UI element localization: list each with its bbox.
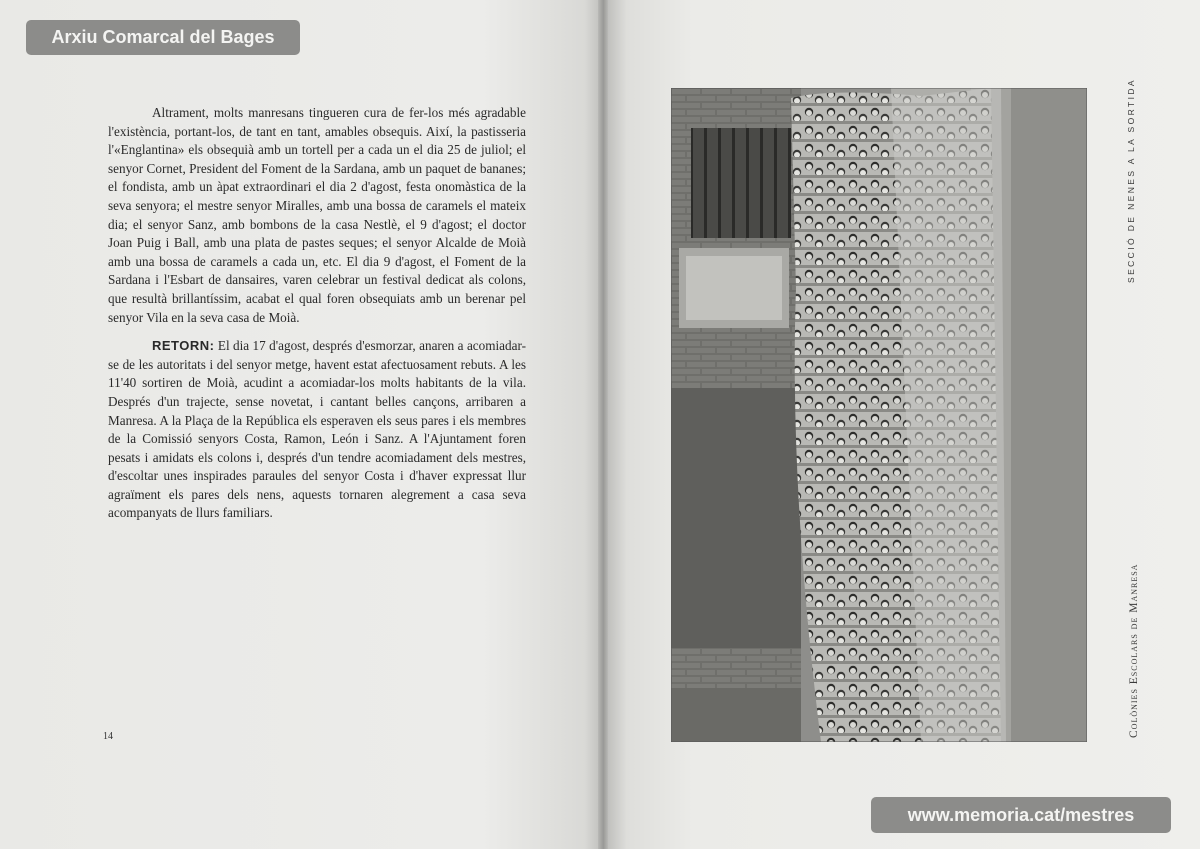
group-photo <box>671 88 1087 742</box>
page-number: 14 <box>103 731 113 742</box>
body-text <box>108 104 526 523</box>
photo-caption-section: SECCIÓ DE NENES A LA SORTIDA <box>1126 78 1136 283</box>
paragraph-return <box>108 337 526 523</box>
paragraph-gifts <box>108 104 526 327</box>
archive-badge: Arxiu Comarcal del Bages <box>26 20 300 55</box>
book-gutter <box>598 0 608 849</box>
paragraph-text: El dia 17 d'agost, després d'esmorzar, anaren a acomiadar-se de les autoritats i del senyor metge, havent estat afectuosament rebuts. A les 11'40 sortiren de Moià, acudint a acomiadar-los molts habitants de la vila. Després d'un trajecte, sense novetat, i cantant belles cançons, arribaren a Manresa. A la Plaça de la República els esperaven els seus pares i els membres de la Comissió senyors Costa, Ramon, León i Sanz. A l'Ajuntament foren pesats i amidats els colons i, després d'un tendre acomiadament dels mestres, d'escoltar unes inspirades paraules del senyor Costa i d'haver expressat llur agraïment els pares dels nens, aquests tornaren alegrement a casa seva acompanyats de llurs familiars. <box>108 338 526 521</box>
group-photo-image <box>671 88 1087 742</box>
site-badge[interactable]: www.memoria.cat/mestres <box>871 797 1171 833</box>
paragraph-lead: RETORN: <box>152 338 215 354</box>
paragraph-text: Altrament, molts manresans tingueren cura de fer-los més agradable l'existència, portant-los, de tant en tant, amables obsequis. Així, la pastisseria l'«Englantina» els obsequià amb un tortell per a cada un el dia 25 de juliol; el senyor Cornet, President del Foment de la Sardana, amb un paquet de bananes; el fondista, amb un àpat extraordinari el dia 2 d'agost, festa onomàstica de la seva senyora; el mestre senyor Miralles, amb una bossa de caramels el mateix dia; el senyor Sanz, amb bombons de la casa Nestlè, el 9 d'agost; el doctor Joan Puig i Ball, amb una plata de pastes seques; el senyor Alcalde de Moià amb una bossa de caramels a cada un, etc. El dia 9 d'agost, el Foment de la Sardana i l'Esbart de dansaires, varen celebrar un festival dedicat als colons, que resultà brillantíssim, acabat el qual foren obsequiats amb un berenar pel senyor Vila en la seva casa de Moià. <box>108 105 526 325</box>
photo-caption-title: Colònies Escolars de Manresa <box>1128 563 1140 738</box>
